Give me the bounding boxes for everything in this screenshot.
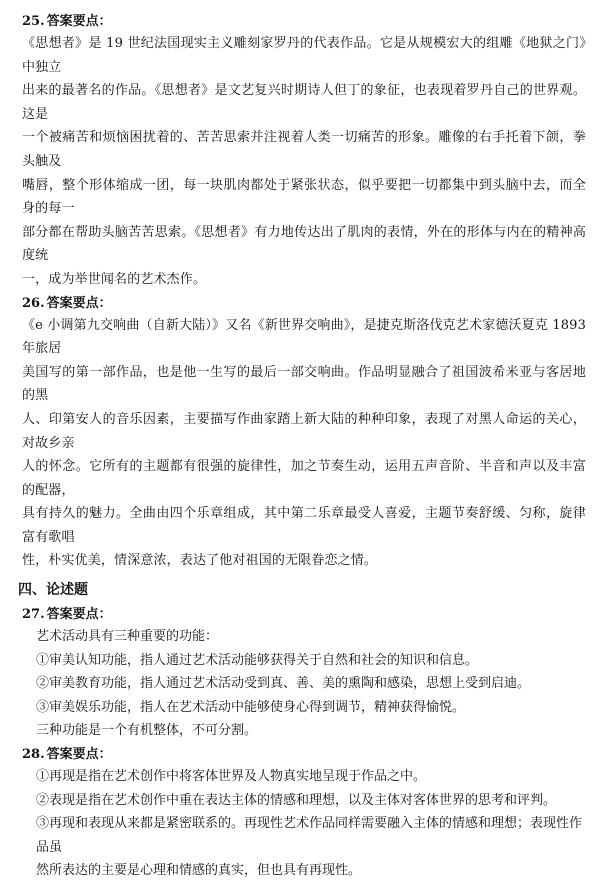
question-28-number: 28. xyxy=(22,747,45,763)
question-26 xyxy=(22,294,586,574)
question-25-number: 25. xyxy=(22,14,45,29)
question-26-line: 人的怀念。它所有的主题都有很强的旋律性，加之节奏生动，运用五声音阶、半音和声以及丰富的配器， xyxy=(22,459,586,498)
question-28-line: 然所表达的主要是心理和情感的真实，但也具有再现性。 xyxy=(36,863,362,879)
question-26-line: 人、印第安人的音乐因素，主要描写作曲家踏上新大陆的种种印象，表现了对黑人命运的关心，对故乡亲 xyxy=(22,411,586,451)
question-28-line: ①再现是指在艺术创作中将客体世界及人物真实地呈现于作品之中。 xyxy=(36,769,427,785)
question-25-line: 一个被痛苦和烦恼困扰着的、苦苦思索并注视着人类一切痛苦的形象。雕像的右手托着下颌，拳头触及 xyxy=(22,130,586,169)
question-25-line: 《思想者》是 19 世纪法国现实主义雕刻家罗丹的代表作品。它是从规模宏大的组雕《地狱之门》中独立 xyxy=(22,36,586,75)
question-26-line: 性，朴实优美，情深意浓，表达了他对祖国的无限眷恋之情。 xyxy=(22,553,378,569)
question-27 xyxy=(22,605,586,743)
question-26-line: 美国写的第一部作品，也是他一生写的最后一部交响曲。作品明显融合了祖国波希米亚与客居地的黑 xyxy=(22,364,586,404)
question-27-line: 艺术活动具有三种重要的功能： xyxy=(36,629,219,645)
question-27-heading xyxy=(22,605,586,625)
question-25-line: 出来的最著名的作品。《思想者》是文艺复兴时期诗人但丁的象征，也表现着罗丹自己的世界观。这是 xyxy=(22,83,586,122)
question-28 xyxy=(22,745,586,883)
question-28-line: ③再现和表现从来都是紧密联系的。再现性艺术作品同样需要融入主体的情感和理想；表现性作品虽 xyxy=(36,816,583,855)
question-27-head-label: 答案要点： xyxy=(46,607,112,623)
question-25-line: 一，成为举世闻名的艺术杰作。 xyxy=(22,271,207,287)
question-27-line: 三种功能是一个有机整体，不可分割。 xyxy=(36,723,258,739)
question-28-head-label: 答案要点： xyxy=(46,747,112,763)
question-25 xyxy=(22,12,586,292)
question-27-line: ②审美教育功能，指人通过艺术活动受到真、善、美的熏陶和感染，思想上受到启迪。 xyxy=(36,676,531,692)
question-28-line: ②表现是指在艺术创作中重在表达主体的情感和理想，以及主体对客体世界的思考和评判。 xyxy=(36,792,557,808)
question-28-heading xyxy=(22,745,586,765)
question-26-heading xyxy=(22,294,586,314)
question-25-head-label: 答案要点： xyxy=(46,14,112,29)
question-26-line: 《e 小调第九交响曲（自新大陆）》又名《新世界交响曲》，是捷克斯洛伐克艺术家德沃夏克 1893 年旅居 xyxy=(22,317,586,357)
section-title: 四、论述题 xyxy=(18,582,88,599)
question-27-number: 27. xyxy=(22,607,45,623)
question-25-line: 嘴唇，整个形体缩成一团，每一块肌肉都处于紧张状态，似乎要把一切都集中到头脑中去，而全身的每一 xyxy=(22,177,586,217)
question-26-head-label: 答案要点： xyxy=(46,295,112,311)
question-25-heading xyxy=(22,12,586,32)
question-27-line: ①审美认知功能，指人通过艺术活动能够获得关于自然和社会的知识和信息。 xyxy=(36,652,479,668)
question-26-line: 具有持久的魅力。全曲由四个乐章组成，其中第二乐章最受人喜爱，主题节奏舒缓、匀称，旋律富有歌唱 xyxy=(22,506,586,545)
question-25-line: 部分都在帮助头脑苦苦思索。《思想者》有力地传达出了肌肉的表情，外在的形体与内在的精神高度统 xyxy=(22,224,586,264)
question-26-number: 26. xyxy=(22,295,45,311)
question-27-line: ③审美娱乐功能，指人在艺术活动中能够使身心得到调节，精神获得愉悦。 xyxy=(36,699,466,715)
